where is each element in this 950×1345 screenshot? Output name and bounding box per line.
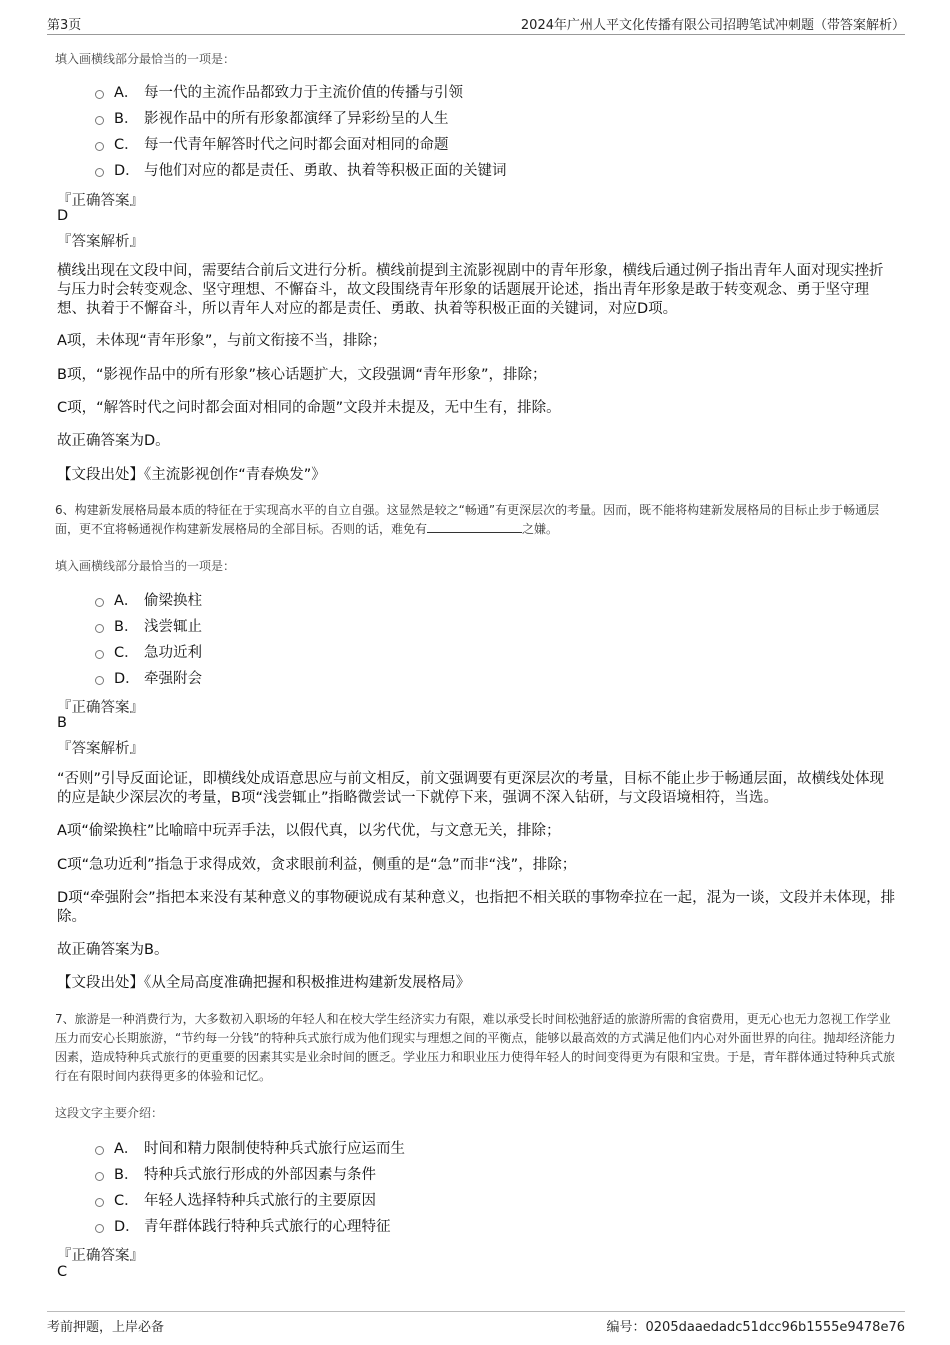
q6-answer: B (57, 715, 67, 731)
q5-answer: D (57, 208, 69, 224)
document-title: 2024年广州人平文化传播有限公司招聘笔试冲刺题（带答案解析） (520, 18, 905, 33)
radio-icon[interactable] (95, 1224, 104, 1233)
q5-prompt: 填入画横线部分最恰当的一项是： (55, 52, 236, 66)
q5-analysis-label: 『答案解析』 (57, 234, 144, 250)
q5-source: 【文段出处】《主流影视创作“青春焕发”》 (57, 467, 326, 483)
radio-icon[interactable] (95, 142, 104, 151)
q6-option-a[interactable]: A． 偷梁换柱 (95, 588, 202, 610)
page-footer (47, 1311, 905, 1336)
q7-answer-label: 『正确答案』 (57, 1248, 144, 1264)
q6-analysis-main: “否则”引导反面论证，即横线处成语意思应与前文相反，前文强调要有更深层次的考量，目标不能止步于畅通层面，故横线处体现的应是缺少深层次的考量，B项“浅尝辄止”指略微尝试一下就停下来，强调不深入钻研，与文段语境相符，当选。 (57, 771, 885, 806)
q7-prompt: 这段文字主要介绍： (55, 1106, 164, 1120)
page-header (47, 10, 905, 35)
q5-answer-label: 『正确答案』 (57, 193, 144, 209)
radio-icon[interactable] (95, 624, 104, 633)
q6-source: 【文段出处】《从全局高度准确把握和积极推进构建新发展格局》 (57, 975, 471, 991)
q6-prompt: 填入画横线部分最恰当的一项是： (55, 559, 236, 573)
q5-option-d[interactable]: D． 与他们对应的都是责任、勇敢、执着等积极正面的关键词 (95, 158, 507, 180)
radio-icon[interactable] (95, 168, 104, 177)
q7-option-d[interactable]: D． 青年群体践行特种兵式旅行的心理特征 (95, 1214, 391, 1236)
q5-option-b[interactable]: B． 影视作品中的所有形象都演绎了异彩纷呈的人生 (95, 106, 449, 128)
q5-option-a[interactable]: A． 每一代的主流作品都致力于主流价值的传播与引领 (95, 80, 463, 102)
q6-analysis-c: C项“急功近利”指急于求得成效，贪求眼前利益，侧重的是“急”而非“浅”，排除； (57, 857, 577, 873)
q6-conclusion: 故正确答案为B。 (57, 942, 169, 958)
radio-icon[interactable] (95, 1198, 104, 1207)
answer-blank (427, 520, 522, 533)
q5-analysis-a: A项，未体现“青年形象”，与前文衔接不当，排除； (57, 333, 387, 349)
q7-question: 7、旅游是一种消费行为，大多数初入职场的年轻人和在校大学生经济实力有限，难以承受长时间松弛舒适的旅游所需的食宿费用，更无心也无力忽视工作学业压力而安心长期旅游，“节约每一分钱”的特种兵式旅行成为他们现实与理想之间的平衡点，能够以最高效的方式满足他们内心对外面世界的向往。抛却经济能力因素，造成特种兵式旅行的更重要的因素其实是业余时间的匮乏。学业压力和职业压力使得年轻人的时间变得更为有限和宝贵。于是，青年群体通过特种兵式旅行在有限时间内获得更多的体验和记忆。 (55, 1012, 896, 1083)
q7-answer: C (57, 1264, 68, 1280)
q6-question: 6、构建新发展格局最本质的特征在于实现高水平的自立自强。这显然是较之“畅通”有更深层次的考量。因而，既不能将构建新发展格局的目标止步于畅通层面，更不宜将畅通视作构建新发展格局的全部目标。否则的话，难免有 之嫌。 (55, 503, 880, 536)
q7-option-a[interactable]: A． 时间和精力限制使特种兵式旅行应运而生 (95, 1136, 405, 1158)
q6-analysis-label: 『答案解析』 (57, 741, 144, 757)
radio-icon[interactable] (95, 1146, 104, 1155)
q6-option-d[interactable]: D． 牵强附会 (95, 666, 202, 688)
q5-analysis-main: 横线出现在文段中间，需要结合前后文进行分析。横线前提到主流影视剧中的青年形象，横线后通过例子指出青年人面对现实挫折与压力时会转变观念、坚守理想、不懈奋斗，故文段围绕青年形象的话题展开论述，指出青年形象是敢于转变观念、勇于坚守理想、执着于不懈奋斗，所以青年人对应的都是责任、勇敢、执着等积极正面的关键词，对应D项。 (57, 263, 884, 317)
q6-analysis-d: D项“牵强附会”指把本来没有某种意义的事物硬说成有某种意义，也指把不相关联的事物牵拉在一起，混为一谈，文段并未体现，排除。 (57, 890, 896, 925)
q7-option-b[interactable]: B． 特种兵式旅行形成的外部因素与条件 (95, 1162, 376, 1184)
q6-analysis-a: A项“偷梁换柱”比喻暗中玩弄手法，以假代真，以劣代优，与文意无关，排除； (57, 823, 561, 839)
q6-option-c[interactable]: C． 急功近利 (95, 640, 202, 662)
q6-answer-label: 『正确答案』 (57, 700, 144, 716)
radio-icon[interactable] (95, 676, 104, 685)
radio-icon[interactable] (95, 90, 104, 99)
q5-option-c[interactable]: C． 每一代青年解答时代之问时都会面对相同的命题 (95, 132, 449, 154)
radio-icon[interactable] (95, 650, 104, 659)
radio-icon[interactable] (95, 116, 104, 125)
q5-analysis-b: B项，“影视作品中的所有形象”核心话题扩大，文段强调“青年形象”，排除； (57, 367, 547, 383)
radio-icon[interactable] (95, 598, 104, 607)
page-number: 第3页 (47, 18, 82, 33)
document-code: 编号：0205daaedadc51dcc96b1555e9478e76 (606, 1320, 905, 1335)
q7-option-c[interactable]: C． 年轻人选择特种兵式旅行的主要原因 (95, 1188, 376, 1210)
q5-analysis-c: C项，“解答时代之问时都会面对相同的命题”文段并未提及，无中生有，排除。 (57, 400, 561, 416)
q5-conclusion: 故正确答案为D。 (57, 433, 170, 449)
footer-slogan: 考前押题，上岸必备 (47, 1320, 165, 1335)
q6-option-b[interactable]: B． 浅尝辄止 (95, 614, 202, 636)
radio-icon[interactable] (95, 1172, 104, 1181)
